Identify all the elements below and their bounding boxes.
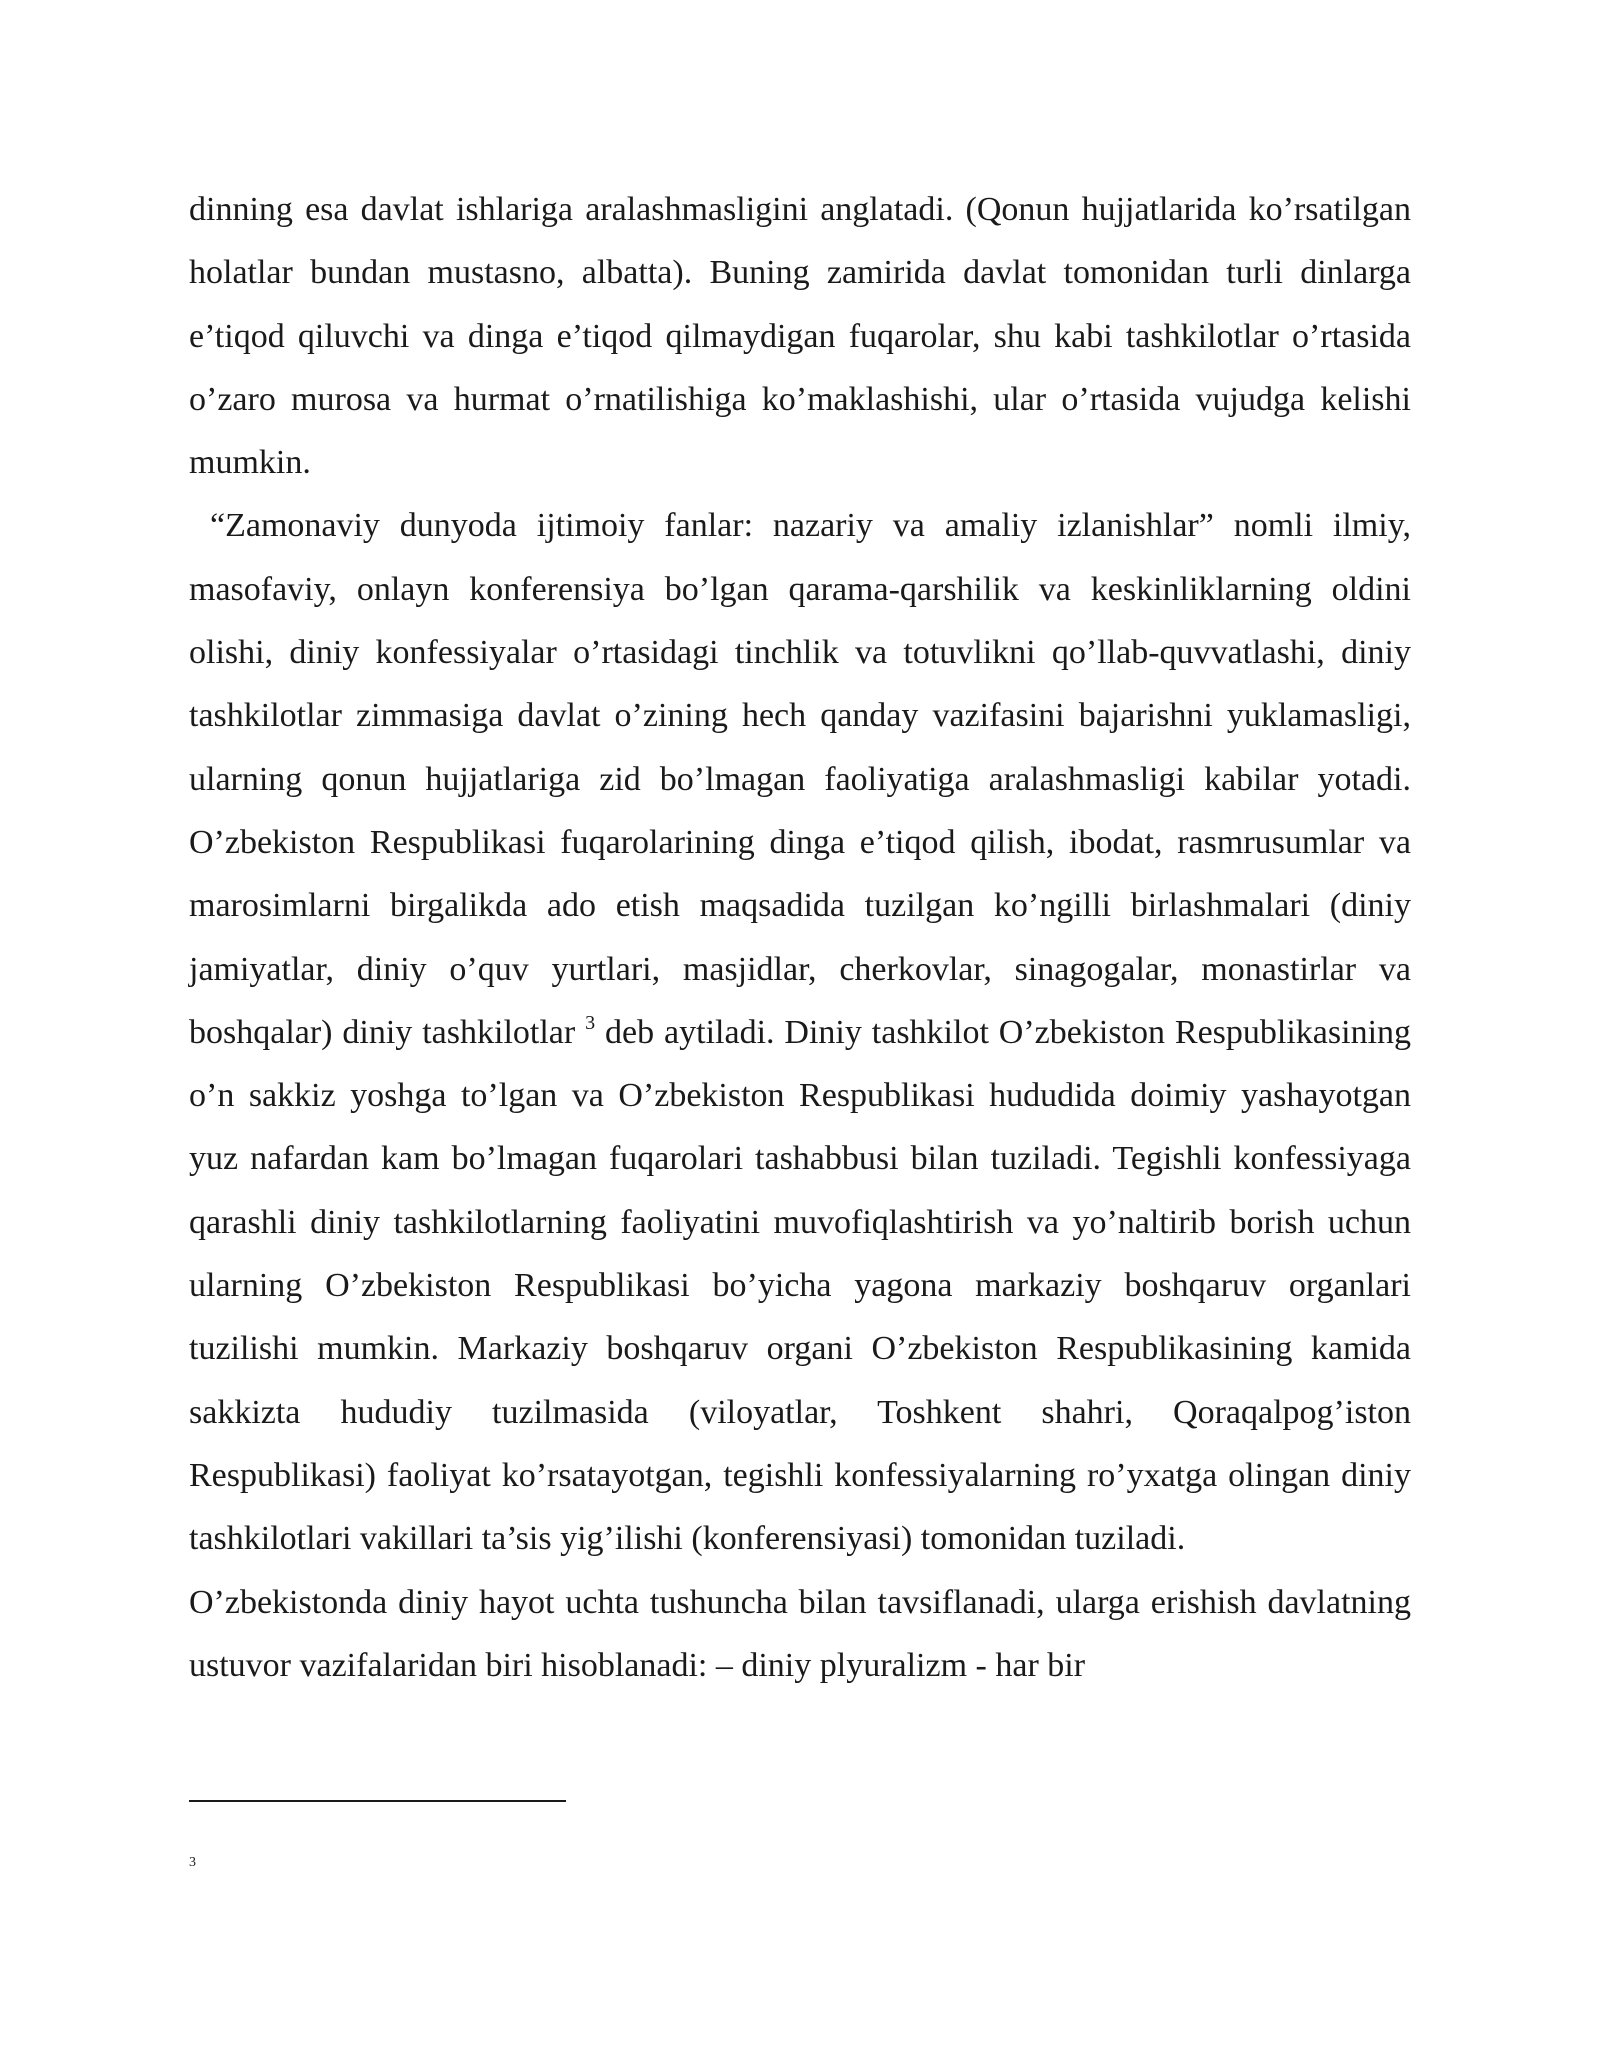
- paragraph-3: O’zbekistonda diniy hayot uchta tushuncha bilan tavsiflanadi, ularga erishish davlatning ustuvor vazifalaridan biri hisoblanadi: – diniy plyuralizm - har bir: [189, 1583, 1411, 1684]
- footnote-reference[interactable]: 3: [585, 1011, 596, 1034]
- paragraph-1: dinning esa davlat ishlariga aralashmasligini anglatadi. (Qonun hujjatlarida ko’rsatilgan holatlar bundan mustasno, albatta). Buning zamirida davlat tomonidan turli dinlarga e’tiqod qiluvchi va dinga e’tiqod qilmaydigan fuqarolar, shu kabi tashkilotlar o’rtasida o’zaro murosa va hurmat o’rnatilishiga ko’maklashishi, ular o’rtasida vujudga kelishi mumkin.: [189, 191, 1411, 482]
- footnote-separator: [189, 1800, 566, 1802]
- body-text: [189, 178, 1411, 1697]
- paragraph-2: [189, 494, 1411, 1570]
- footnote-number: 3: [189, 1855, 196, 1870]
- paragraph-2-text-before-ref: “Zamonaviy dunyoda ijtimoiy fanlar: nazariy va amaliy izlanishlar” nomli ilmiy, masofaviy, onlayn konferensiya bo’lgan qarama-qarshilik va keskinliklarning oldini olishi, diniy konfessiyalar o’rtasidagi tinchlik va totuvlikni qo’llab-quvvatlashi, diniy tashkilotlar zimmasiga davlat o’zining hech qanday vazifasini bajarishni yuklamasligi, ularning qonun hujjatlariga zid bo’lmagan faoliyatiga aralashmasligi kabilar yotadi. O’zbekiston Respublikasi fuqarolarining dinga e’tiqod qilish, ibodat, rasmrusumlar va marosimlarni birgalikda ado etish maqsadida tuzilgan ko’ngilli birlashmalari (diniy jamiyatlar, diniy o’quv yurtlari, masjidlar, cherkovlar, sinagogalar, monastirlar va boshqalar) diniy tashkilotlar: [189, 507, 1411, 1051]
- paragraph-2-text-after-ref: deb aytiladi. Diniy tashkilot O’zbekiston Respublikasining o’n sakkiz yoshga to’lgan va O’zbekiston Respublikasi hududida doimiy yashayotgan yuz nafardan kam bo’lmagan fuqarolari tashabbusi bilan tuziladi. Tegishli konfessiyaga qarashli diniy tashkilotlarning faoliyatini muvofiqlashtirish va yo’naltirib borish uchun ularning O’zbekiston Respublikasi bo’yicha yagona markaziy boshqaruv organlari tuzilishi mumkin. Markaziy boshqaruv organi O’zbekiston Respublikasining kamida sakkizta hududiy tuzilmasida (viloyatlar, Toshkent shahri, Qoraqalpog’iston Respublikasi) faoliyat ko’rsatayotgan, tegishli konfessiyalarning ro’yxatga olingan diniy tashkilotlari vakillari ta’sis yig’ilishi (konferensiyasi) tomonidan tuziladi.: [189, 1013, 1412, 1558]
